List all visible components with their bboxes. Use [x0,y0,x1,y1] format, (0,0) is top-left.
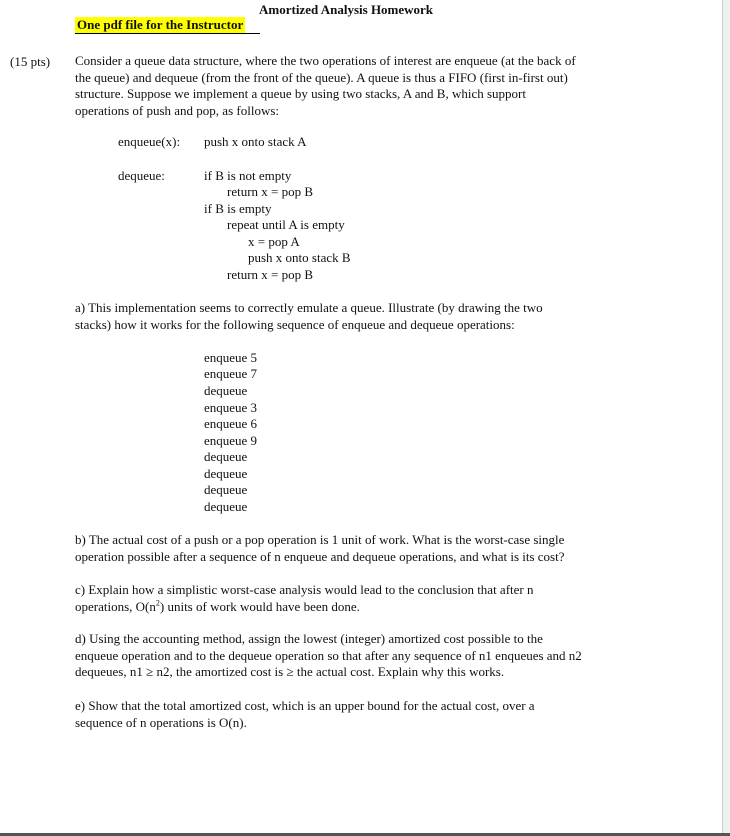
dequeue-line: x = pop A [248,234,300,249]
dequeue-label: dequeue: [118,168,165,183]
intro-line: structure. Suppose we implement a queue by using two stacks, A and B, which support [75,86,526,101]
part-b-line: operation possible after a sequence of n enqueue and dequeue operations, and what is its cost? [75,548,565,564]
part-e [75,698,655,731]
part-d-line: dequeues, n1 ≥ n2, the amortized cost is ≥ the actual cost. Explain why this works. [75,664,505,679]
part-c-post: ) units of work would have been done. [159,598,360,614]
operation-item: dequeue [204,499,248,514]
operation-item: dequeue [204,466,248,481]
dequeue-line: push x onto stack B [248,250,351,265]
operation-item: dequeue [204,482,248,497]
operation-item: enqueue 9 [204,433,258,448]
enqueue-body: push x onto stack A [204,134,307,149]
part-c-line [75,599,655,616]
operation-item: enqueue 6 [204,416,258,431]
operation-item: dequeue [204,449,248,464]
part-a-line: a) This implementation seems to correctly emulate a queue. Illustrate (by drawing the two [75,300,543,315]
operation-item: enqueue 5 [204,350,258,365]
intro-line: operations of push and pop, as follows: [75,102,280,118]
operation-item: dequeue [204,383,248,398]
part-c [75,582,655,615]
enqueue-label: enqueue(x): [118,134,181,149]
viewer-margin [723,0,730,833]
part-c-line: c) Explain how a simplistic worst-case analysis would lead to the conclusion that after n [75,582,534,597]
dequeue-line: return x = pop B [227,184,314,199]
part-c-exponent: 2 [155,598,160,608]
part-e-line: sequence of n operations is O(n). [75,714,247,730]
instructor-note-highlight: One pdf file for the Instructor [77,17,244,32]
document-title: Amortized Analysis Homework [259,2,434,17]
operation-item: enqueue 3 [204,400,258,415]
part-d-line: enqueue operation and to the dequeue operation so that after any sequence of n1 enqueues and n2 [75,647,582,663]
part-a-line: stacks) how it works for the following sequence of enqueue and dequeue operations: [75,316,515,332]
dequeue-line: if B is not empty [204,168,292,183]
dequeue-line: repeat until A is empty [227,217,345,232]
problem-points: (15 pts) [10,54,51,69]
dequeue-line: if B is empty [204,201,272,216]
part-b [75,532,655,565]
part-a [75,300,655,333]
intro-line: the queue) and dequeue (from the front of the queue). A queue is thus a FIFO (first in-first out) [75,69,568,85]
part-b-line: b) The actual cost of a push or a pop operation is 1 unit of work. What is the worst-case single [75,532,565,547]
operation-item: enqueue 7 [204,366,258,381]
dequeue-line: return x = pop B [227,267,314,282]
part-d [75,631,655,681]
problem-intro [75,53,655,119]
part-d-line: d) Using the accounting method, assign the lowest (integer) amortized cost possible to the [75,631,543,646]
intro-line: Consider a queue data structure, where the two operations of interest are enqueue (at the back of [75,53,576,68]
part-e-line: e) Show that the total amortized cost, which is an upper bound for the actual cost, over a [75,698,535,713]
part-c-pre: operations, O(n [75,598,156,614]
instructor-note-underline [75,33,260,34]
